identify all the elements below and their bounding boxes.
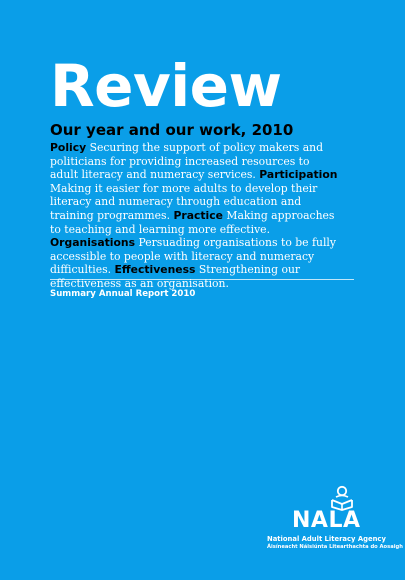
logo-name-irish: Áisíneacht Náisiúnta Litearthachta do Aosaigh <box>267 544 403 550</box>
logo-wordmark: NALA <box>292 508 361 533</box>
keyword-effectiveness: Effectiveness <box>114 263 196 277</box>
objective-participation-text: Making it easier for more adults to develop their literacy and numeracy through education and training programmes. <box>50 181 318 222</box>
logo-name-english: National Adult Literacy Agency <box>267 535 386 543</box>
objective-practice-text: Making approaches to teaching and learning more effective. <box>50 208 335 236</box>
keyword-practice: Practice <box>173 208 223 222</box>
keyword-policy: Policy <box>50 141 87 154</box>
objectives-paragraph <box>50 141 340 291</box>
objective-effectiveness-text: Strengthening our effectiveness as an organisation. <box>50 263 301 290</box>
nala-logo <box>267 485 403 555</box>
objective-organisations-text: Persuading organisations to be fully accessible to people with literacy and numeracy difficulties. <box>50 236 336 277</box>
cover-subtitle: Our year and our work, 2010 <box>50 121 294 139</box>
cover-title: Review <box>50 52 282 120</box>
keyword-participation: Participation <box>259 168 338 182</box>
report-label: Summary Annual Report 2010 <box>50 289 196 299</box>
divider-rule <box>50 279 354 280</box>
objective-policy-text: Securing the support of policy makers and politicians for providing increased resources to adult literacy and numeracy services. <box>50 141 324 182</box>
keyword-organisations: Organisations <box>50 236 136 250</box>
